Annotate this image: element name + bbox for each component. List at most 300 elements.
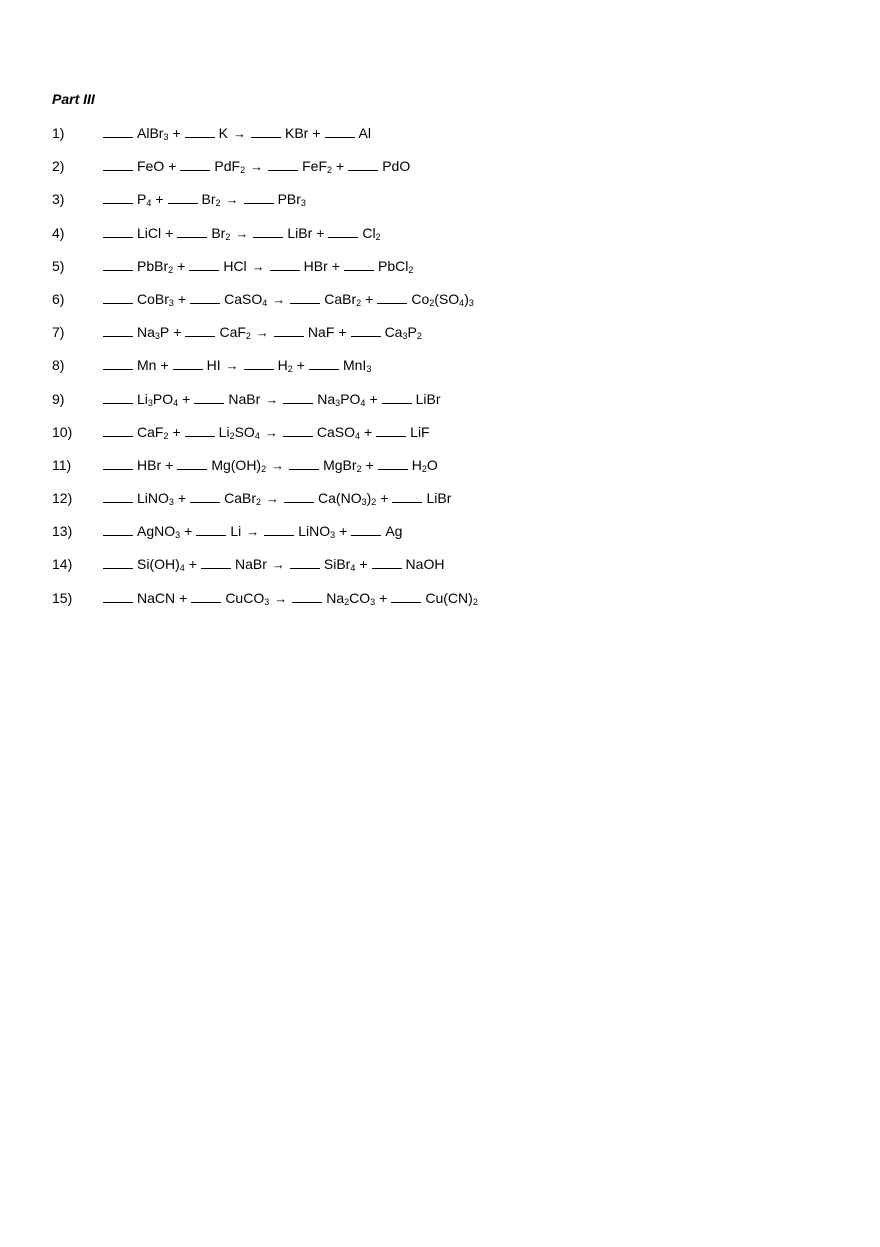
chemical-formula — [137, 258, 173, 274]
coefficient-blank[interactable] — [392, 489, 422, 503]
reaction-arrow-icon: → — [265, 391, 279, 407]
equation-body — [103, 224, 381, 243]
chemical-formula — [219, 324, 250, 340]
formula-text: Na — [326, 589, 345, 606]
plus-sign: + — [160, 357, 169, 374]
equation-number: 14) — [52, 556, 73, 573]
formula-text: Si(OH) — [137, 556, 180, 573]
coefficient-blank[interactable] — [103, 257, 133, 271]
plus-sign: + — [165, 224, 174, 241]
formula-text: CoBr — [137, 290, 169, 307]
formula-text: LiNO — [137, 490, 169, 507]
formula-text: PBr — [277, 191, 301, 208]
chemical-formula — [359, 125, 371, 141]
equation-number: 1) — [52, 125, 65, 141]
reaction-arrow-icon: → — [233, 126, 246, 141]
chemical-formula — [228, 391, 260, 407]
chemical-formula — [412, 457, 438, 473]
reaction-arrow-icon: → — [266, 491, 280, 507]
plus-sign: + — [312, 125, 321, 141]
chemical-formula — [137, 556, 185, 572]
coefficient-blank[interactable] — [194, 390, 224, 404]
formula-text: CaBr — [224, 490, 257, 507]
plus-sign: + — [182, 390, 191, 407]
chemical-formula — [214, 158, 245, 174]
subscript: 4 — [254, 430, 260, 441]
coefficient-blank[interactable] — [196, 522, 226, 536]
formula-text: HCl — [223, 257, 247, 274]
equation-row — [52, 290, 852, 323]
coefficient-blank[interactable] — [253, 224, 283, 238]
subscript: 2 — [168, 264, 174, 275]
subscript: 2 — [240, 165, 246, 176]
formula-text: FeF — [302, 158, 328, 175]
plus-sign: + — [369, 390, 378, 407]
chemical-formula — [382, 158, 410, 174]
formula-text: Li — [137, 390, 148, 407]
coefficient-blank[interactable] — [103, 224, 133, 238]
subscript: 3 — [335, 397, 341, 408]
plus-sign: + — [172, 423, 181, 440]
equation-row — [52, 257, 852, 290]
coefficient-blank[interactable] — [274, 323, 304, 337]
equation-row — [52, 323, 852, 356]
plus-sign: + — [165, 456, 174, 473]
coefficient-blank[interactable] — [290, 555, 320, 569]
plus-sign: + — [155, 191, 164, 208]
plus-sign: + — [365, 456, 374, 473]
plus-sign: + — [296, 357, 305, 374]
formula-text: Ca(NO — [318, 490, 362, 507]
formula-text: CuCO — [225, 589, 265, 606]
formula-text: HBr — [137, 456, 162, 473]
coefficient-blank[interactable] — [351, 522, 381, 536]
coefficient-blank[interactable] — [103, 489, 133, 503]
chemical-formula — [137, 125, 168, 141]
chemical-formula — [410, 424, 429, 440]
coefficient-blank[interactable] — [377, 290, 407, 304]
subscript: 2 — [421, 463, 427, 474]
formula-text: P — [159, 324, 170, 341]
chemical-formula — [298, 523, 335, 539]
coefficient-blank[interactable] — [290, 290, 320, 304]
formula-text: Al — [358, 125, 371, 141]
chemical-formula — [308, 324, 334, 340]
equation-body — [103, 290, 474, 309]
plus-sign: + — [177, 290, 187, 307]
coefficient-blank[interactable] — [264, 522, 294, 536]
equation-number: 3) — [52, 191, 65, 208]
equation-row — [52, 190, 852, 223]
chemical-formula — [426, 490, 451, 506]
chemical-formula — [219, 125, 228, 141]
coefficient-blank[interactable] — [103, 555, 133, 569]
coefficient-blank[interactable] — [348, 157, 378, 171]
chemical-formula — [287, 225, 312, 241]
chemical-formula — [416, 391, 441, 407]
equation-body — [103, 555, 444, 574]
formula-text: PdO — [382, 158, 411, 175]
reaction-arrow-icon: → — [235, 225, 249, 241]
subscript: 4 — [179, 563, 185, 574]
formula-text: K — [218, 125, 228, 141]
chemical-formula — [230, 523, 241, 539]
coefficient-blank[interactable] — [292, 589, 322, 603]
subscript: 2 — [327, 165, 333, 176]
formula-text: LiCl — [137, 224, 162, 241]
coefficient-blank[interactable] — [185, 124, 215, 138]
subscript: 3 — [402, 331, 408, 342]
formula-text: P — [407, 324, 417, 341]
chemical-formula — [211, 225, 230, 241]
reaction-arrow-icon: → — [246, 524, 260, 540]
chemical-formula — [137, 191, 151, 207]
formula-text: Ag — [385, 523, 403, 540]
coefficient-blank[interactable] — [289, 456, 319, 470]
subscript: 2 — [215, 198, 221, 209]
reaction-arrow-icon: → — [264, 424, 278, 440]
coefficient-blank[interactable] — [391, 589, 421, 603]
coefficient-blank[interactable] — [103, 423, 133, 437]
chemical-formula — [211, 457, 266, 473]
subscript: 3 — [370, 596, 376, 607]
equation-number: 8) — [52, 357, 65, 374]
coefficient-blank[interactable] — [378, 456, 408, 470]
coefficient-blank[interactable] — [103, 190, 133, 204]
coefficient-blank[interactable] — [190, 290, 220, 304]
equation-body — [103, 390, 441, 409]
subscript: 3 — [163, 132, 169, 142]
subscript: 4 — [354, 430, 360, 441]
subscript: 4 — [350, 563, 356, 574]
reaction-arrow-icon: → — [274, 590, 288, 606]
coefficient-blank[interactable] — [168, 190, 198, 204]
chemical-formula — [137, 291, 174, 307]
formula-text: PO — [152, 390, 174, 407]
chemical-formula — [285, 125, 308, 141]
chemical-formula — [324, 291, 361, 307]
formula-text: LiF — [410, 423, 430, 440]
subscript: 2 — [356, 297, 362, 308]
equation-row — [52, 555, 852, 588]
coefficient-blank[interactable] — [244, 356, 274, 370]
coefficient-blank[interactable] — [270, 257, 300, 271]
chemical-formula — [225, 590, 269, 606]
formula-text: Li — [230, 523, 242, 540]
equation-number: 7) — [52, 324, 65, 341]
formula-text: CaF — [219, 324, 246, 341]
subscript: 2 — [429, 297, 435, 308]
equation-body — [103, 423, 430, 442]
chemical-formula — [137, 357, 156, 373]
plus-sign: + — [188, 556, 197, 573]
chemical-formula — [224, 291, 267, 307]
formula-text: NaCN — [137, 589, 176, 606]
chemical-formula — [278, 357, 293, 373]
section-title: Part III — [52, 91, 95, 107]
formula-text: SO — [234, 423, 255, 440]
coefficient-blank[interactable] — [372, 555, 402, 569]
subscript: 3 — [264, 596, 270, 607]
coefficient-blank[interactable] — [268, 157, 298, 171]
coefficient-blank[interactable] — [173, 356, 203, 370]
equation-number: 13) — [52, 523, 73, 540]
equation-body — [103, 157, 410, 176]
coefficient-blank[interactable] — [191, 589, 221, 603]
chemical-formula — [137, 490, 174, 506]
subscript: 2 — [229, 430, 235, 441]
formula-text: O — [426, 456, 438, 473]
plus-sign: + — [359, 556, 368, 573]
formula-text: NaF — [307, 324, 335, 341]
subscript: 2 — [375, 231, 381, 242]
equation-body — [103, 522, 402, 541]
chemical-formula — [304, 258, 328, 274]
coefficient-blank[interactable] — [382, 390, 412, 404]
coefficient-blank[interactable] — [103, 456, 133, 470]
formula-text: ) — [464, 290, 469, 307]
formula-text: Cl — [362, 224, 376, 241]
chemical-formula — [137, 391, 178, 407]
reaction-arrow-icon: → — [225, 192, 239, 208]
formula-text: CO — [349, 589, 371, 606]
plus-sign: + — [336, 158, 345, 175]
coefficient-blank[interactable] — [190, 489, 220, 503]
plus-sign: + — [363, 423, 373, 440]
subscript: 2 — [287, 364, 293, 375]
subscript: 3 — [168, 297, 174, 308]
subscript: 3 — [330, 530, 336, 541]
plus-sign: + — [379, 589, 388, 606]
subscript: 3 — [468, 297, 474, 308]
subscript: 3 — [366, 364, 372, 375]
reaction-arrow-icon: → — [250, 159, 264, 175]
formula-text: Li — [218, 423, 230, 440]
chemical-formula — [137, 158, 164, 174]
chemical-formula — [317, 424, 360, 440]
plus-sign: + — [380, 490, 389, 507]
formula-text: Ca — [384, 324, 403, 341]
subscript: 3 — [300, 198, 306, 209]
coefficient-blank[interactable] — [284, 489, 314, 503]
formula-text: Mn — [137, 357, 157, 374]
equation-row — [52, 489, 852, 522]
formula-text: KBr — [285, 125, 309, 141]
coefficient-blank[interactable] — [185, 323, 215, 337]
equation-body — [103, 190, 306, 209]
formula-text: NaBr — [234, 556, 267, 573]
subscript: 2 — [344, 596, 350, 607]
formula-text: H — [411, 456, 422, 473]
coefficient-blank[interactable] — [103, 522, 133, 536]
coefficient-blank[interactable] — [351, 323, 381, 337]
formula-text: CaSO — [224, 290, 263, 307]
coefficient-blank[interactable] — [344, 257, 374, 271]
formula-text: CaBr — [324, 290, 357, 307]
formula-text: Mg(OH) — [211, 456, 262, 473]
coefficient-blank[interactable] — [103, 323, 133, 337]
formula-text: P — [137, 191, 147, 208]
subscript: 4 — [360, 397, 366, 408]
plus-sign: + — [339, 523, 348, 540]
formula-text: Cu(CN) — [425, 589, 473, 606]
chemical-formula — [202, 191, 221, 207]
subscript: 2 — [408, 264, 414, 275]
formula-text: Na — [137, 324, 155, 341]
chemical-formula — [385, 324, 422, 340]
formula-text: ) — [366, 490, 372, 507]
coefficient-blank[interactable] — [189, 257, 219, 271]
chemical-formula — [378, 258, 413, 274]
equation-number: 11) — [52, 456, 72, 473]
formula-text: H — [277, 357, 288, 374]
chemical-formula — [137, 457, 161, 473]
subscript: 4 — [173, 397, 179, 408]
chemical-formula — [207, 357, 221, 373]
plus-sign: + — [177, 257, 186, 274]
chemical-formula — [318, 490, 376, 506]
plus-sign: + — [316, 224, 325, 241]
coefficient-blank[interactable] — [283, 390, 313, 404]
coefficient-blank[interactable] — [201, 555, 231, 569]
chemical-formula — [411, 291, 474, 307]
subscript: 4 — [262, 297, 268, 308]
equation-row — [52, 390, 852, 423]
subscript: 2 — [256, 497, 262, 508]
subscript: 3 — [175, 530, 181, 541]
formula-text: LiNO — [298, 523, 331, 540]
plus-sign: + — [168, 158, 177, 175]
formula-text: MgBr — [323, 456, 357, 473]
plus-sign: + — [184, 523, 193, 540]
formula-text: MnI — [342, 357, 367, 374]
chemical-formula — [302, 158, 332, 174]
chemical-formula — [362, 225, 380, 241]
subscript: 2 — [261, 463, 267, 474]
plus-sign: + — [177, 490, 187, 507]
chemical-formula — [137, 590, 175, 606]
chemical-formula — [326, 590, 375, 606]
subscript: 2 — [416, 331, 422, 342]
equation-list — [52, 124, 852, 622]
equation-number: 12) — [52, 490, 73, 507]
formula-text: LiBr — [287, 224, 313, 241]
plus-sign: + — [172, 125, 181, 141]
coefficient-blank[interactable] — [309, 356, 339, 370]
reaction-arrow-icon: → — [271, 557, 285, 573]
formula-text: SiBr — [323, 556, 351, 573]
equation-row — [52, 522, 852, 555]
equation-number: 5) — [52, 257, 65, 274]
coefficient-blank[interactable] — [103, 356, 133, 370]
coefficient-blank[interactable] — [180, 157, 210, 171]
reaction-arrow-icon: → — [225, 358, 239, 374]
formula-text: PbBr — [137, 257, 169, 274]
subscript: 3 — [361, 497, 367, 508]
subscript: 3 — [147, 397, 153, 408]
subscript: 2 — [356, 463, 362, 474]
plus-sign: + — [331, 257, 340, 274]
chemical-formula — [224, 490, 261, 506]
coefficient-blank[interactable] — [325, 124, 355, 138]
coefficient-blank[interactable] — [376, 423, 406, 437]
reaction-arrow-icon: → — [251, 258, 265, 274]
equation-row — [52, 124, 852, 157]
reaction-arrow-icon: → — [255, 325, 269, 341]
coefficient-blank[interactable] — [177, 224, 207, 238]
chemical-formula — [343, 357, 371, 373]
equation-body — [103, 257, 413, 276]
chemical-formula — [137, 225, 161, 241]
chemical-formula — [324, 556, 355, 572]
chemical-formula — [137, 424, 168, 440]
formula-text: CaSO — [316, 423, 355, 440]
coefficient-blank[interactable] — [185, 423, 215, 437]
formula-text: Na — [317, 390, 336, 407]
reaction-arrow-icon: → — [272, 291, 286, 307]
coefficient-blank[interactable] — [328, 224, 358, 238]
coefficient-blank[interactable] — [103, 589, 133, 603]
coefficient-blank[interactable] — [103, 157, 133, 171]
formula-text: Br — [211, 224, 226, 241]
coefficient-blank[interactable] — [244, 190, 274, 204]
formula-text: NaBr — [228, 390, 261, 407]
coefficient-blank[interactable] — [103, 290, 133, 304]
formula-text: AgNO — [137, 523, 176, 540]
subscript: 2 — [225, 231, 231, 242]
equation-body — [103, 124, 371, 143]
coefficient-blank[interactable] — [103, 390, 133, 404]
formula-text: PdF — [214, 158, 241, 175]
plus-sign: + — [179, 589, 188, 606]
coefficient-blank[interactable] — [251, 124, 281, 138]
formula-text: PbCl — [377, 257, 409, 274]
coefficient-blank[interactable] — [283, 423, 313, 437]
equation-body — [103, 589, 478, 608]
formula-text: LiBr — [415, 390, 441, 407]
chemical-formula — [235, 556, 267, 572]
chemical-formula — [223, 258, 246, 274]
equation-row — [52, 589, 852, 622]
formula-text: FeO — [137, 158, 165, 175]
subscript: 3 — [168, 497, 174, 508]
coefficient-blank[interactable] — [177, 456, 207, 470]
formula-text: PO — [340, 390, 361, 407]
reaction-arrow-icon: → — [271, 457, 285, 473]
formula-text: CaF — [137, 423, 164, 440]
coefficient-blank[interactable] — [103, 124, 133, 138]
equation-body — [103, 489, 451, 508]
equation-body — [103, 456, 438, 475]
equation-row — [52, 224, 852, 257]
equation-row — [52, 423, 852, 456]
formula-text: Br — [201, 191, 216, 208]
chemical-formula — [278, 191, 306, 207]
formula-text: HBr — [303, 257, 328, 274]
formula-text: LiBr — [426, 490, 452, 507]
equation-number: 4) — [52, 224, 65, 241]
equation-number: 10) — [52, 423, 73, 440]
equation-number: 2) — [52, 158, 65, 175]
subscript: 2 — [163, 430, 169, 441]
chemical-formula — [425, 590, 477, 606]
equation-row — [52, 157, 852, 190]
subscript: 2 — [472, 596, 478, 607]
subscript: 2 — [245, 331, 251, 342]
plus-sign: + — [365, 290, 374, 307]
chemical-formula — [219, 424, 260, 440]
chemical-formula — [385, 523, 402, 539]
